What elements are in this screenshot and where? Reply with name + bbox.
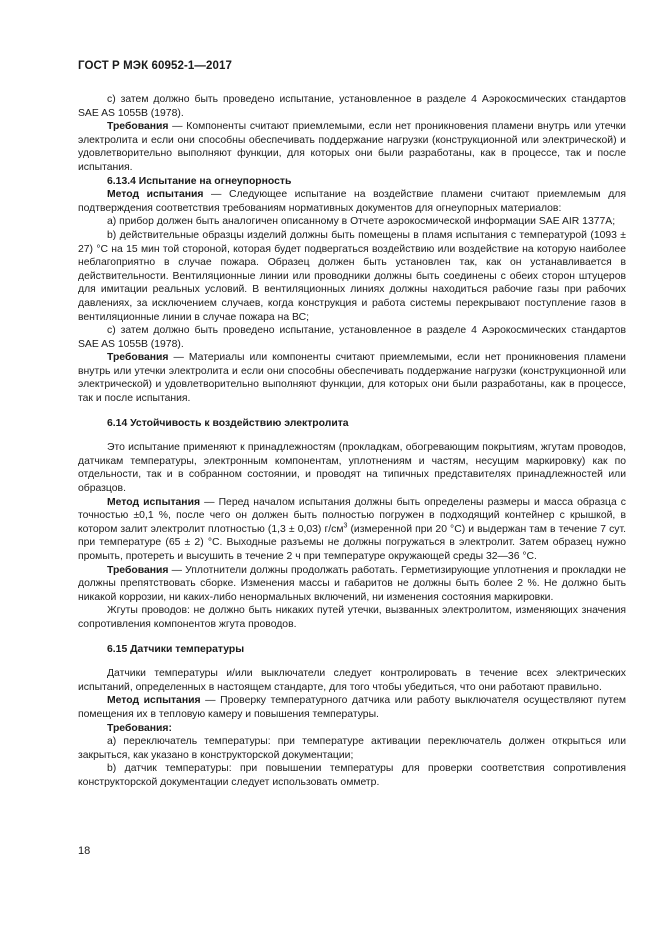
- list-item-b: b) действительные образцы изделий должны быть помещены в пламя испытания с температурой (1093 ± 27) °C на 15 мин той стороной, которая будет подвергаться воздействию или воздействие на которую наиболее неблагоприятно в случае пожара. Образец должен быть установлен так, как он устанавливается в действительности. Вентиляционные линии или проводники должны быть соединены с обеих сторон штуцеров для имитации реальных условий. В вентиляционных линиях должны находиться рабочие газы при рабочих давлениях, за исключением случаев, когда конструкция и работа системы перекрывают поступление газов в вентиляционные линии в случае пожара на ВС;: [78, 229, 626, 323]
- requirements-paragraph: [78, 120, 626, 174]
- requirements-label: Требования:: [107, 722, 172, 734]
- requirements-label: Требования: [107, 352, 169, 364]
- page-number: 18: [78, 845, 91, 857]
- requirements-text: — Материалы или компоненты считают приемлемыми, если нет проникновения пламени внутрь или утечки электролита и если они способны обеспечивать поддержание нагрузки (конструкционной или электрической) и удовлетворительно выполняют функции, для которых они были разработаны, как в процессе, так и после испытания.: [78, 352, 626, 405]
- paragraph-item-c: c) затем должно быть проведено испытание, установленное в разделе 4 Аэрокосмических стандартов SAE AS 1055B (1978).: [78, 94, 626, 119]
- list-item-a: a) переключатель температуры: при температуре активации переключатель должен открыться или закрыться, как указано в конструкторской документации;: [78, 736, 626, 761]
- list-item-b: b) датчик температуры: при повышении температуры для проверки соответствия сопротивления конструкторской документации следует использовать омметр.: [78, 763, 626, 788]
- method-label: Метод испытания: [107, 695, 201, 707]
- section-heading-6-14: 6.14 Устойчивость к воздействию электролита: [107, 417, 349, 429]
- method-label: Метод испытания: [107, 496, 201, 508]
- spacer: [78, 632, 626, 643]
- method-paragraph: [78, 694, 626, 721]
- list-item-a: a) прибор должен быть аналогичен описанному в Отчете аэрокосмической информации SAE AIR 1377A;: [107, 216, 616, 228]
- requirements-label: Требования: [107, 121, 169, 133]
- intro-paragraph: Это испытание применяют к принадлежностям (прокладкам, обогревающим покрытиям, жгутам проводов, датчикам температуры, электронным компонентам, уплотнениям и частям, несущим маркировку) как по отдельности, так и в собранном состоянии, и проводят на типичных представителях принадлежностей или образцов.: [78, 442, 626, 495]
- superscript: 3: [343, 522, 348, 530]
- intro-paragraph: Датчики температуры и/или выключатели следует контролировать в течение всех электрических испытаний, определенных в настоящем стандарте, для того чтобы убедиться, что они работают правильно.: [78, 668, 626, 693]
- spacer: [78, 656, 626, 667]
- method-text: — Следующее испытание на воздействие пламени считают приемлемым для подтверждения соответствия требованиям нормативных документов для огнеупорных материалов:: [78, 189, 626, 214]
- method-paragraph: [78, 188, 626, 215]
- document-body: [78, 93, 626, 790]
- method-label: Метод испытания: [107, 189, 204, 201]
- method-text: — Перед началом испытания должны быть определены размеры и масса образца с точностью ±0,1 %, после чего он должен быть полностью погружен в подходящий контейнер с крышкой, в котором залит электролит плотностью (1,3 ± 0,03) г/см: [78, 496, 626, 535]
- list-item-c: c) затем должно быть проведено испытание, установленное в разделе 4 Аэрокосмических стандартов SAE AS 1055B (1978).: [78, 325, 626, 350]
- section-heading-6-13-4: 6.13.4 Испытание на огнеупорность: [107, 175, 292, 187]
- requirements-text: — Компоненты считают приемлемыми, если нет проникновения пламени внутрь или утечки электролита и если они способны обеспечивать поддержание нагрузки (конструкционной или электрической) и удовлетворительно выполняют функции, для которых они были разработаны, как в процессе, так и после испытания.: [78, 121, 626, 173]
- spacer: [78, 406, 626, 417]
- spacer: [78, 430, 626, 441]
- requirements-text: — Уплотнители должны продолжать работать. Герметизирующие уплотнения и прокладки не должны препятствовать сборке. Изменения массы и габаритов не должны быть более 2 %. Не должно быть никакой коррозии, ни каких-либо ненормальных включений, ни изменения состояния маркировки.: [78, 564, 626, 603]
- page-header: ГОСТ Р МЭК 60952-1—2017: [78, 60, 232, 72]
- method-text: — Проверку температурного датчика или работу выключателя осуществляют путем помещения их в тепловую камеру и повышения температуры.: [78, 695, 626, 720]
- section-heading-6-15: 6.15 Датчики температуры: [107, 643, 245, 655]
- harness-paragraph: Жгуты проводов: не должно быть никаких путей утечки, вызванных электролитом, изменяющих значения сопротивления компонентов жгута проводов.: [78, 605, 626, 630]
- requirements-paragraph: [78, 351, 626, 405]
- requirements-heading: [78, 722, 626, 736]
- requirements-paragraph: [78, 564, 626, 605]
- method-text-continued: (измеренной при 20 °C) и выдержан там в течение 7 сут. при температуре (65 ± 2) °C. Выходные разъемы не должны погружаться в электролит. Затем образец нужно промыть, протереть и высушить в течение 2 ч при температуре окружающей среды 32—36 °C.: [78, 523, 626, 562]
- method-paragraph: [78, 496, 626, 564]
- requirements-label: Требования: [107, 564, 169, 576]
